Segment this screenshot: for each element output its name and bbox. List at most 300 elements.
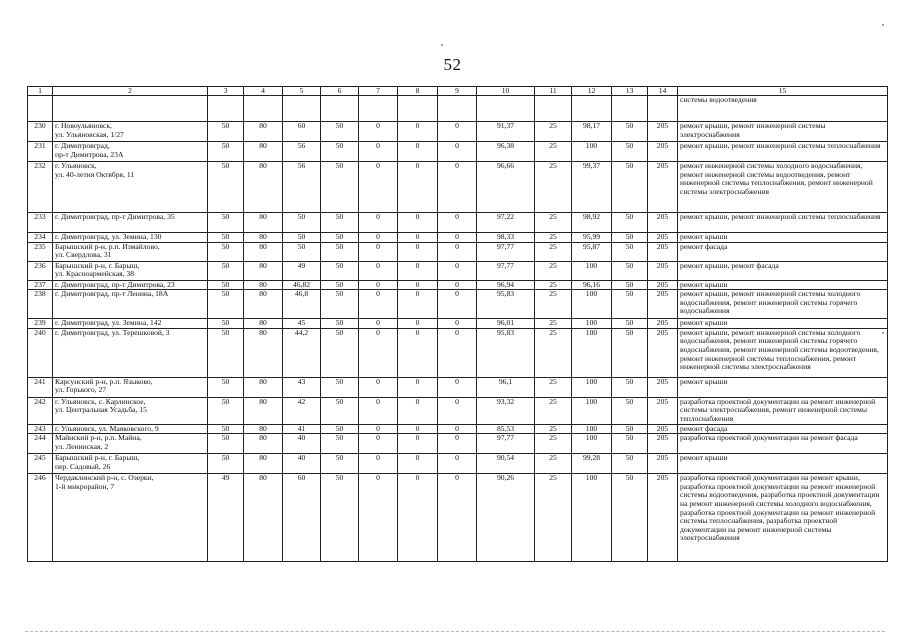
value-cell: 60 xyxy=(283,122,321,142)
value-cell: 0 xyxy=(398,280,438,290)
value-cell: 0 xyxy=(398,122,438,142)
header-cell: 3 xyxy=(208,87,244,96)
value-cell xyxy=(208,96,244,122)
table-row xyxy=(28,280,888,290)
value-cell: 46,8 xyxy=(283,290,321,319)
value-cell: 0 xyxy=(359,290,398,319)
table-row xyxy=(28,319,888,329)
value-cell: 0 xyxy=(398,474,438,562)
value-cell: 0 xyxy=(438,142,477,162)
value-cell: 97,22 xyxy=(477,213,535,233)
value-cell: 50 xyxy=(612,328,648,377)
address-cell: Карсунский р-н, р.п. Языково, ул. Горького, 27 xyxy=(53,377,208,397)
value-cell: 80 xyxy=(244,233,283,243)
value-cell: 50 xyxy=(321,142,359,162)
table-row xyxy=(28,377,888,397)
value-cell: 98,92 xyxy=(572,213,612,233)
repair-works-cell: разработка проектной документации на ремонт фасада xyxy=(678,434,888,454)
value-cell: 50 xyxy=(321,162,359,213)
value-cell: 0 xyxy=(398,319,438,329)
value-cell: 80 xyxy=(244,474,283,562)
value-cell: 205 xyxy=(648,122,678,142)
row-number-cell: 245 xyxy=(28,454,53,474)
row-number-cell: 244 xyxy=(28,434,53,454)
value-cell: 98,17 xyxy=(572,122,612,142)
value-cell: 25 xyxy=(535,434,572,454)
value-cell: 0 xyxy=(398,290,438,319)
value-cell: 50 xyxy=(208,242,244,261)
value-cell: 41 xyxy=(283,424,321,434)
repair-works-cell: ремонт крыши, ремонт инженерной системы холодного водоснабжения, ремонт инженерной системы горячего водоснабжения xyxy=(678,290,888,319)
row-number-cell: 231 xyxy=(28,142,53,162)
value-cell: 205 xyxy=(648,261,678,280)
value-cell: 0 xyxy=(438,474,477,562)
value-cell: 50 xyxy=(612,233,648,243)
value-cell: 205 xyxy=(648,474,678,562)
value-cell: 0 xyxy=(398,261,438,280)
value-cell: 50 xyxy=(612,242,648,261)
value-cell: 205 xyxy=(648,328,678,377)
address-cell: г. Димитровград, пр-т Димитрова, 23 xyxy=(53,280,208,290)
housing-repair-table xyxy=(27,86,888,562)
row-number-cell: 240 xyxy=(28,328,53,377)
value-cell: 100 xyxy=(572,142,612,162)
value-cell: 50 xyxy=(208,290,244,319)
value-cell: 50 xyxy=(612,162,648,213)
value-cell xyxy=(535,96,572,122)
value-cell: 50 xyxy=(321,319,359,329)
value-cell: 80 xyxy=(244,162,283,213)
address-cell: Чердаклинский р-н, с. Озерки, 1-й микрорайон, 7 xyxy=(53,474,208,562)
scan-speck xyxy=(882,332,884,334)
value-cell: 25 xyxy=(535,122,572,142)
header-cell: 15 xyxy=(678,87,888,96)
value-cell: 50 xyxy=(612,122,648,142)
value-cell: 50 xyxy=(321,213,359,233)
value-cell: 50 xyxy=(612,319,648,329)
value-cell: 50 xyxy=(283,242,321,261)
address-cell: г. Димитровград, ул. Земина, 130 xyxy=(53,233,208,243)
address-cell: г. Ульяновск, ул. Маяковского, 9 xyxy=(53,424,208,434)
value-cell: 100 xyxy=(572,434,612,454)
value-cell: 50 xyxy=(321,122,359,142)
value-cell: 205 xyxy=(648,142,678,162)
value-cell: 25 xyxy=(535,319,572,329)
repair-works-cell: ремонт крыши, ремонт инженерной системы теплоснабжения xyxy=(678,142,888,162)
value-cell: 50 xyxy=(321,474,359,562)
address-cell: г. Димитровград, пр-т Ленина, 18А xyxy=(53,290,208,319)
value-cell: 50 xyxy=(208,142,244,162)
header-cell: 11 xyxy=(535,87,572,96)
value-cell: 0 xyxy=(438,233,477,243)
value-cell: 50 xyxy=(208,434,244,454)
value-cell: 96,01 xyxy=(477,319,535,329)
value-cell xyxy=(438,96,477,122)
value-cell: 100 xyxy=(572,319,612,329)
table-row xyxy=(28,242,888,261)
value-cell: 50 xyxy=(612,142,648,162)
value-cell: 50 xyxy=(321,454,359,474)
value-cell: 100 xyxy=(572,290,612,319)
value-cell: 80 xyxy=(244,454,283,474)
value-cell: 50 xyxy=(321,280,359,290)
value-cell: 25 xyxy=(535,280,572,290)
value-cell: 0 xyxy=(398,424,438,434)
value-cell: 0 xyxy=(359,377,398,397)
value-cell: 0 xyxy=(438,261,477,280)
value-cell: 50 xyxy=(208,213,244,233)
continuation-row xyxy=(28,96,888,122)
repair-works-cell: ремонт крыши xyxy=(678,377,888,397)
value-cell: 80 xyxy=(244,261,283,280)
value-cell: 50 xyxy=(612,261,648,280)
value-cell: 50 xyxy=(321,424,359,434)
value-cell: 50 xyxy=(208,328,244,377)
value-cell: 0 xyxy=(398,434,438,454)
value-cell: 97,77 xyxy=(477,242,535,261)
value-cell: 91,37 xyxy=(477,122,535,142)
value-cell: 25 xyxy=(535,233,572,243)
value-cell xyxy=(612,96,648,122)
value-cell: 50 xyxy=(612,280,648,290)
row-number-cell: 234 xyxy=(28,233,53,243)
value-cell: 50 xyxy=(283,213,321,233)
value-cell: 25 xyxy=(535,162,572,213)
value-cell: 0 xyxy=(438,424,477,434)
value-cell: 25 xyxy=(535,474,572,562)
value-cell: 95,87 xyxy=(572,242,612,261)
address-cell: Барышский р-н, г. Барыш, пер. Садовый, 26 xyxy=(53,454,208,474)
value-cell: 50 xyxy=(208,280,244,290)
value-cell: 205 xyxy=(648,233,678,243)
value-cell: 56 xyxy=(283,162,321,213)
table-row xyxy=(28,233,888,243)
table-row xyxy=(28,122,888,142)
row-number-cell: 235 xyxy=(28,242,53,261)
value-cell: 0 xyxy=(359,424,398,434)
value-cell: 0 xyxy=(359,280,398,290)
repair-works-cell: ремонт крыши, ремонт инженерной системы теплоснабжения xyxy=(678,213,888,233)
value-cell: 205 xyxy=(648,242,678,261)
value-cell: 0 xyxy=(438,454,477,474)
value-cell: 0 xyxy=(438,397,477,424)
address-cell: г. Ульяновск, ул. 40-летия Октября, 11 xyxy=(53,162,208,213)
value-cell: 0 xyxy=(359,474,398,562)
value-cell: 50 xyxy=(208,122,244,142)
value-cell: 80 xyxy=(244,213,283,233)
value-cell: 50 xyxy=(612,377,648,397)
value-cell: 50 xyxy=(612,290,648,319)
header-cell: 9 xyxy=(438,87,477,96)
value-cell xyxy=(648,96,678,122)
row-number-cell: 233 xyxy=(28,213,53,233)
value-cell: 95,83 xyxy=(477,328,535,377)
value-cell: 50 xyxy=(612,397,648,424)
value-cell: 0 xyxy=(398,397,438,424)
value-cell: 0 xyxy=(359,397,398,424)
value-cell: 25 xyxy=(535,290,572,319)
value-cell: 56 xyxy=(283,142,321,162)
value-cell: 96,16 xyxy=(572,280,612,290)
value-cell: 80 xyxy=(244,377,283,397)
repair-works-cell: разработка проектной документации на ремонт инженерной системы электроснабжения, ремонт инженерной системы теплоснабжения xyxy=(678,397,888,424)
header-cell: 10 xyxy=(477,87,535,96)
repair-works-cell: ремонт крыши, ремонт инженерной системы электроснабжения xyxy=(678,122,888,142)
row-number-cell: 241 xyxy=(28,377,53,397)
row-number-cell xyxy=(28,96,53,122)
value-cell: 0 xyxy=(398,233,438,243)
value-cell: 50 xyxy=(612,454,648,474)
value-cell: 0 xyxy=(438,280,477,290)
value-cell: 96,66 xyxy=(477,162,535,213)
value-cell: 90,26 xyxy=(477,474,535,562)
value-cell: 205 xyxy=(648,280,678,290)
row-number-cell: 243 xyxy=(28,424,53,434)
value-cell: 25 xyxy=(535,377,572,397)
value-cell: 80 xyxy=(244,424,283,434)
value-cell: 93,32 xyxy=(477,397,535,424)
scan-speck xyxy=(441,44,443,46)
value-cell: 25 xyxy=(535,261,572,280)
value-cell: 0 xyxy=(359,261,398,280)
value-cell: 0 xyxy=(398,213,438,233)
table-row xyxy=(28,261,888,280)
value-cell: 0 xyxy=(359,122,398,142)
repair-works-cell: ремонт крыши xyxy=(678,454,888,474)
value-cell: 205 xyxy=(648,319,678,329)
header-cell: 1 xyxy=(28,87,53,96)
value-cell: 50 xyxy=(208,233,244,243)
value-cell: 0 xyxy=(438,319,477,329)
value-cell: 50 xyxy=(321,233,359,243)
value-cell: 0 xyxy=(398,242,438,261)
value-cell: 50 xyxy=(321,261,359,280)
value-cell: 0 xyxy=(359,213,398,233)
value-cell: 25 xyxy=(535,424,572,434)
table-row xyxy=(28,434,888,454)
value-cell: 90,54 xyxy=(477,454,535,474)
address-cell: Барышский р-н, г. Барыш, ул. Красноармейская, 38 xyxy=(53,261,208,280)
value-cell xyxy=(244,96,283,122)
header-cell: 7 xyxy=(359,87,398,96)
value-cell: 80 xyxy=(244,328,283,377)
value-cell: 100 xyxy=(572,474,612,562)
table-row xyxy=(28,142,888,162)
value-cell: 0 xyxy=(398,142,438,162)
value-cell: 25 xyxy=(535,242,572,261)
value-cell: 42 xyxy=(283,397,321,424)
row-number-cell: 232 xyxy=(28,162,53,213)
value-cell: 50 xyxy=(283,233,321,243)
value-cell: 100 xyxy=(572,424,612,434)
value-cell: 0 xyxy=(438,434,477,454)
address-cell: г. Димитровград, ул. Земина, 142 xyxy=(53,319,208,329)
value-cell: 96,94 xyxy=(477,280,535,290)
value-cell xyxy=(398,96,438,122)
value-cell: 50 xyxy=(208,377,244,397)
value-cell: 80 xyxy=(244,319,283,329)
value-cell: 50 xyxy=(612,424,648,434)
address-cell: Майнский р-н, р.п. Майна, ул. Ленинская, 2 xyxy=(53,434,208,454)
value-cell: 25 xyxy=(535,142,572,162)
repair-works-cell: ремонт крыши xyxy=(678,233,888,243)
repair-works-cell: ремонт крыши xyxy=(678,280,888,290)
value-cell: 50 xyxy=(208,261,244,280)
value-cell: 0 xyxy=(359,142,398,162)
scan-artifact-line xyxy=(25,631,885,632)
value-cell xyxy=(359,96,398,122)
repair-works-cell: ремонт крыши, ремонт фасада xyxy=(678,261,888,280)
value-cell: 205 xyxy=(648,377,678,397)
value-cell: 0 xyxy=(359,242,398,261)
value-cell: 0 xyxy=(359,162,398,213)
value-cell: 0 xyxy=(438,328,477,377)
value-cell: 80 xyxy=(244,290,283,319)
table-row xyxy=(28,162,888,213)
value-cell: 49 xyxy=(208,474,244,562)
repair-works-cell: системы водоотведения xyxy=(678,96,888,122)
address-cell: г. Димитровград, пр-т Димитрова, 35 xyxy=(53,213,208,233)
value-cell: 0 xyxy=(359,454,398,474)
value-cell: 50 xyxy=(208,424,244,434)
value-cell xyxy=(572,96,612,122)
value-cell: 50 xyxy=(208,319,244,329)
header-cell: 8 xyxy=(398,87,438,96)
value-cell: 0 xyxy=(438,242,477,261)
value-cell: 96,1 xyxy=(477,377,535,397)
header-cell: 6 xyxy=(321,87,359,96)
address-cell: г. Ульяновск, с. Карлинское, ул. Центральная Усадьба, 15 xyxy=(53,397,208,424)
table-header-row xyxy=(28,87,888,96)
value-cell: 80 xyxy=(244,242,283,261)
table-row xyxy=(28,397,888,424)
value-cell xyxy=(477,96,535,122)
value-cell: 80 xyxy=(244,280,283,290)
value-cell: 96,38 xyxy=(477,142,535,162)
value-cell: 0 xyxy=(398,328,438,377)
value-cell: 0 xyxy=(359,434,398,454)
value-cell: 50 xyxy=(321,434,359,454)
value-cell: 50 xyxy=(321,242,359,261)
address-cell: Барышский р-н, р.п. Измайлово, ул. Свердлова, 31 xyxy=(53,242,208,261)
row-number-cell: 237 xyxy=(28,280,53,290)
value-cell: 98,33 xyxy=(477,233,535,243)
value-cell: 50 xyxy=(321,397,359,424)
value-cell: 50 xyxy=(208,162,244,213)
value-cell: 25 xyxy=(535,454,572,474)
value-cell: 50 xyxy=(612,434,648,454)
address-cell: г. Новоульяновск, ул. Ульяновская, 1/27 xyxy=(53,122,208,142)
value-cell: 0 xyxy=(438,290,477,319)
row-number-cell: 239 xyxy=(28,319,53,329)
value-cell: 0 xyxy=(438,162,477,213)
row-number-cell: 246 xyxy=(28,474,53,562)
value-cell: 25 xyxy=(535,328,572,377)
value-cell: 97,77 xyxy=(477,261,535,280)
value-cell: 0 xyxy=(359,233,398,243)
value-cell: 205 xyxy=(648,434,678,454)
value-cell: 0 xyxy=(359,328,398,377)
value-cell xyxy=(283,96,321,122)
value-cell: 50 xyxy=(321,328,359,377)
table-row xyxy=(28,213,888,233)
value-cell: 50 xyxy=(321,290,359,319)
value-cell: 40 xyxy=(283,434,321,454)
value-cell: 50 xyxy=(612,213,648,233)
value-cell: 80 xyxy=(244,434,283,454)
address-cell xyxy=(53,96,208,122)
repair-works-cell: ремонт крыши, ремонт инженерной системы холодного водоснабжения, ремонт инженерной системы горячего водоснабжения, ремонт инженерной системы водоотведения, ремонт инженерной системы теплоснабжения, ремонт инженерной системы электроснабжения xyxy=(678,328,888,377)
page-number: 52 xyxy=(443,55,462,74)
value-cell: 205 xyxy=(648,213,678,233)
value-cell: 40 xyxy=(283,454,321,474)
scan-speck xyxy=(882,24,884,26)
value-cell: 100 xyxy=(572,328,612,377)
value-cell: 100 xyxy=(572,377,612,397)
address-cell: г. Димитровград, пр-т Димитрова, 23А xyxy=(53,142,208,162)
value-cell: 80 xyxy=(244,397,283,424)
table-row xyxy=(28,424,888,434)
value-cell: 60 xyxy=(283,474,321,562)
value-cell: 44,2 xyxy=(283,328,321,377)
header-cell: 4 xyxy=(244,87,283,96)
value-cell: 0 xyxy=(438,213,477,233)
header-cell: 2 xyxy=(53,87,208,96)
value-cell: 50 xyxy=(208,397,244,424)
table-row xyxy=(28,290,888,319)
header-cell: 13 xyxy=(612,87,648,96)
address-cell: г. Димитровград, ул. Терешковой, 3 xyxy=(53,328,208,377)
value-cell: 205 xyxy=(648,424,678,434)
value-cell: 43 xyxy=(283,377,321,397)
row-number-cell: 230 xyxy=(28,122,53,142)
value-cell: 205 xyxy=(648,162,678,213)
table-row xyxy=(28,454,888,474)
repair-works-cell: ремонт крыши xyxy=(678,319,888,329)
value-cell: 85,53 xyxy=(477,424,535,434)
header-cell: 12 xyxy=(572,87,612,96)
table-row xyxy=(28,328,888,377)
header-cell: 5 xyxy=(283,87,321,96)
value-cell: 0 xyxy=(359,319,398,329)
repair-works-cell: разработка проектной документации на ремонт крыши, разработка проектной документации на ремонт инженерной системы водоотведения, разработка проектной документации на ремонт инженерной системы холодного водоснабжения, разработка проектной документации на ремонт инженерной системы теплоснабжения, разработка проектной документации на ремонт инженерной системы электроснабжения xyxy=(678,474,888,562)
value-cell: 0 xyxy=(398,377,438,397)
value-cell: 0 xyxy=(398,454,438,474)
repair-works-cell: ремонт инженерной системы холодного водоснабжения, ремонт инженерной системы водоотведения, ремонт инженерной системы теплоснабжения, ремонт инженерной системы электроснабжения xyxy=(678,162,888,213)
value-cell: 80 xyxy=(244,122,283,142)
value-cell: 95,99 xyxy=(572,233,612,243)
value-cell: 50 xyxy=(321,377,359,397)
value-cell: 205 xyxy=(648,454,678,474)
row-number-cell: 238 xyxy=(28,290,53,319)
value-cell xyxy=(321,96,359,122)
value-cell: 50 xyxy=(208,454,244,474)
repair-works-cell: ремонт фасада xyxy=(678,424,888,434)
value-cell: 99,37 xyxy=(572,162,612,213)
value-cell: 49 xyxy=(283,261,321,280)
row-number-cell: 236 xyxy=(28,261,53,280)
table-row xyxy=(28,474,888,562)
value-cell: 100 xyxy=(572,261,612,280)
value-cell: 205 xyxy=(648,290,678,319)
value-cell: 97,77 xyxy=(477,434,535,454)
row-number-cell: 242 xyxy=(28,397,53,424)
value-cell: 45 xyxy=(283,319,321,329)
value-cell: 205 xyxy=(648,397,678,424)
value-cell: 0 xyxy=(438,122,477,142)
value-cell: 95,83 xyxy=(477,290,535,319)
value-cell: 0 xyxy=(438,377,477,397)
